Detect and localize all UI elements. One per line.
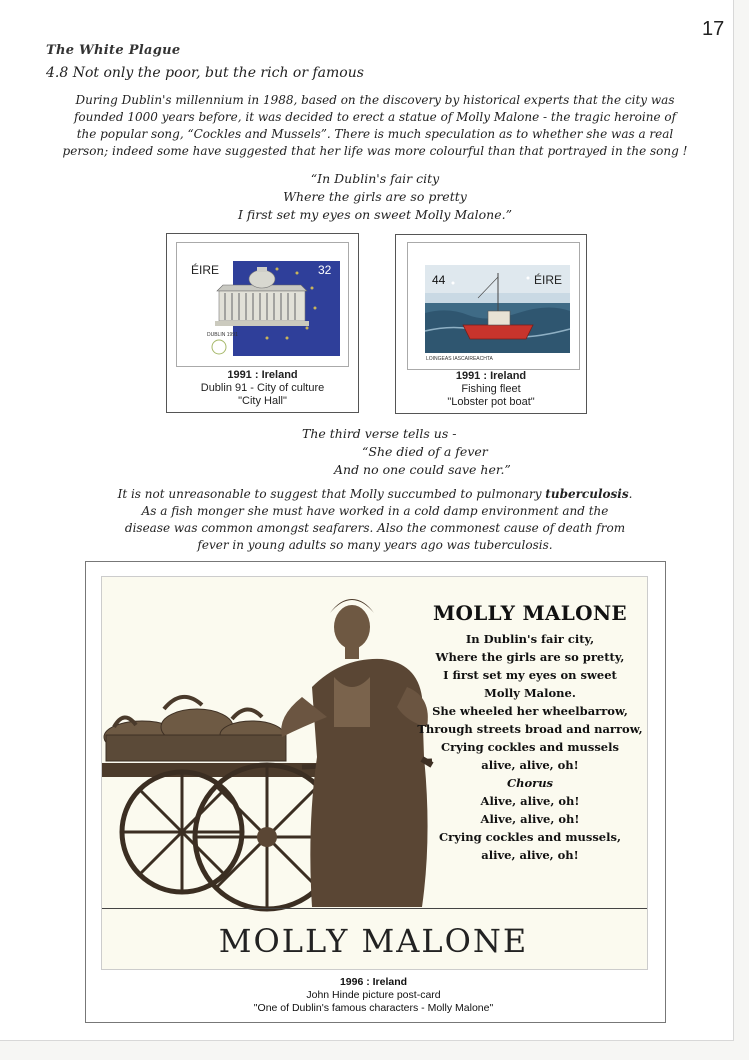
intro-line: During Dublin's millennium in 1988, based on the discovery by historical experts that the city was	[75, 93, 675, 107]
intro-text	[62, 92, 688, 160]
stamp-value: 44	[432, 273, 446, 287]
lyric-line: Molly Malone.	[484, 686, 576, 700]
verse-line: “She died of a fever	[362, 444, 488, 459]
stamp-country: ÉIRE	[191, 263, 220, 277]
caption-year: 1996 : Ireland	[339, 976, 408, 988]
caption-year: 1991 : Ireland	[455, 370, 527, 382]
lyric-line: Crying cockles and mussels	[441, 740, 619, 754]
caption-title: Fishing fleet	[461, 383, 521, 395]
intro-line: the popular song, “Cockles and Mussels”. There is much speculation as to whether she was a real	[76, 127, 674, 141]
stamp-inscription: LOINGEAS IASCAIREACHTA	[426, 356, 493, 362]
lyric-line: She wheeled her wheelbarrow,	[432, 704, 628, 718]
para-line	[110, 486, 640, 503]
chorus-line: Crying cockles and mussels,	[439, 830, 621, 844]
tuberculosis-paragraph	[110, 486, 640, 554]
verse-line: “In Dublin's fair city	[310, 171, 440, 186]
song-lyrics	[415, 630, 645, 864]
caption-title: Dublin 91 - City of culture	[200, 382, 325, 394]
lyric-line: In Dublin's fair city,	[465, 632, 595, 646]
para-line: fever in young adults so many years ago was tuberculosis.	[197, 538, 553, 552]
city-hall-illustration	[177, 243, 348, 366]
stamp-fishing-boat	[407, 242, 580, 370]
verse-line: Where the girls are so pretty	[283, 189, 467, 204]
para-line: As a fish monger she must have worked in a cold damp environment and the	[141, 504, 609, 518]
para-text: .	[628, 487, 633, 501]
lyrics-title: MOLLY MALONE	[433, 601, 627, 625]
stamp-inscription: DUBLIN 1991	[207, 332, 238, 338]
chorus-line: Alive, alive, oh!	[480, 794, 580, 808]
intro-line: person; indeed some have suggested that her life was more colourful than that portrayed in the song !	[62, 144, 688, 158]
caption-subject: "One of Dublin's famous characters - Molly Malone"	[253, 1002, 494, 1014]
para-line: disease was common amongst seafarers. Also the commonest cause of death from	[124, 521, 626, 535]
section-title: The White Plague	[46, 43, 181, 58]
stamp-caption	[396, 370, 586, 409]
stamp-mount-city-hall	[166, 233, 359, 413]
stamp-mount-fishing-boat	[395, 234, 587, 414]
stamp-value: 32	[318, 263, 332, 277]
caption-title: John Hinde picture post-card	[306, 989, 441, 1001]
stamp-country: ÉIRE	[534, 273, 563, 287]
postcard-name-banner: MOLLY MALONE	[218, 922, 529, 960]
tuberculosis-emphasis: tuberculosis	[545, 487, 629, 501]
para-text: It is not unreasonable to suggest that Molly succumbed to pulmonary	[117, 487, 546, 501]
stamp-city-hall	[176, 242, 349, 367]
verse-quote	[190, 170, 560, 224]
third-verse	[290, 425, 511, 479]
lyric-line: I first set my eyes on sweet	[443, 668, 617, 682]
chorus-line: alive, alive, oh!	[481, 848, 579, 862]
verse-line: And no one could save her.”	[334, 462, 511, 477]
verse-line: I first set my eyes on sweet Molly Malone.”	[238, 207, 512, 222]
lyric-line: Where the girls are so pretty,	[435, 650, 625, 664]
fishing-boat-illustration	[408, 243, 579, 369]
chorus-line: Alive, alive, oh!	[480, 812, 580, 826]
chorus-label: Chorus	[506, 776, 554, 790]
caption-subject: "City Hall"	[238, 395, 287, 407]
postcard-caption	[101, 976, 646, 1015]
page-number: 17	[702, 18, 725, 40]
verse-line: The third verse tells us -	[302, 426, 457, 441]
lyric-line: Through streets broad and narrow,	[417, 722, 643, 736]
intro-line: founded 1000 years before, it was decided to erect a statue of Molly Malone - the tragic heroine of	[73, 110, 677, 124]
caption-year: 1991 : Ireland	[227, 369, 298, 381]
stamp-caption	[167, 369, 358, 408]
caption-subject: "Lobster pot boat"	[447, 396, 535, 408]
page-subtitle: 4.8 Not only the poor, but the rich or famous	[46, 65, 364, 81]
lyric-line: alive, alive, oh!	[481, 758, 579, 772]
